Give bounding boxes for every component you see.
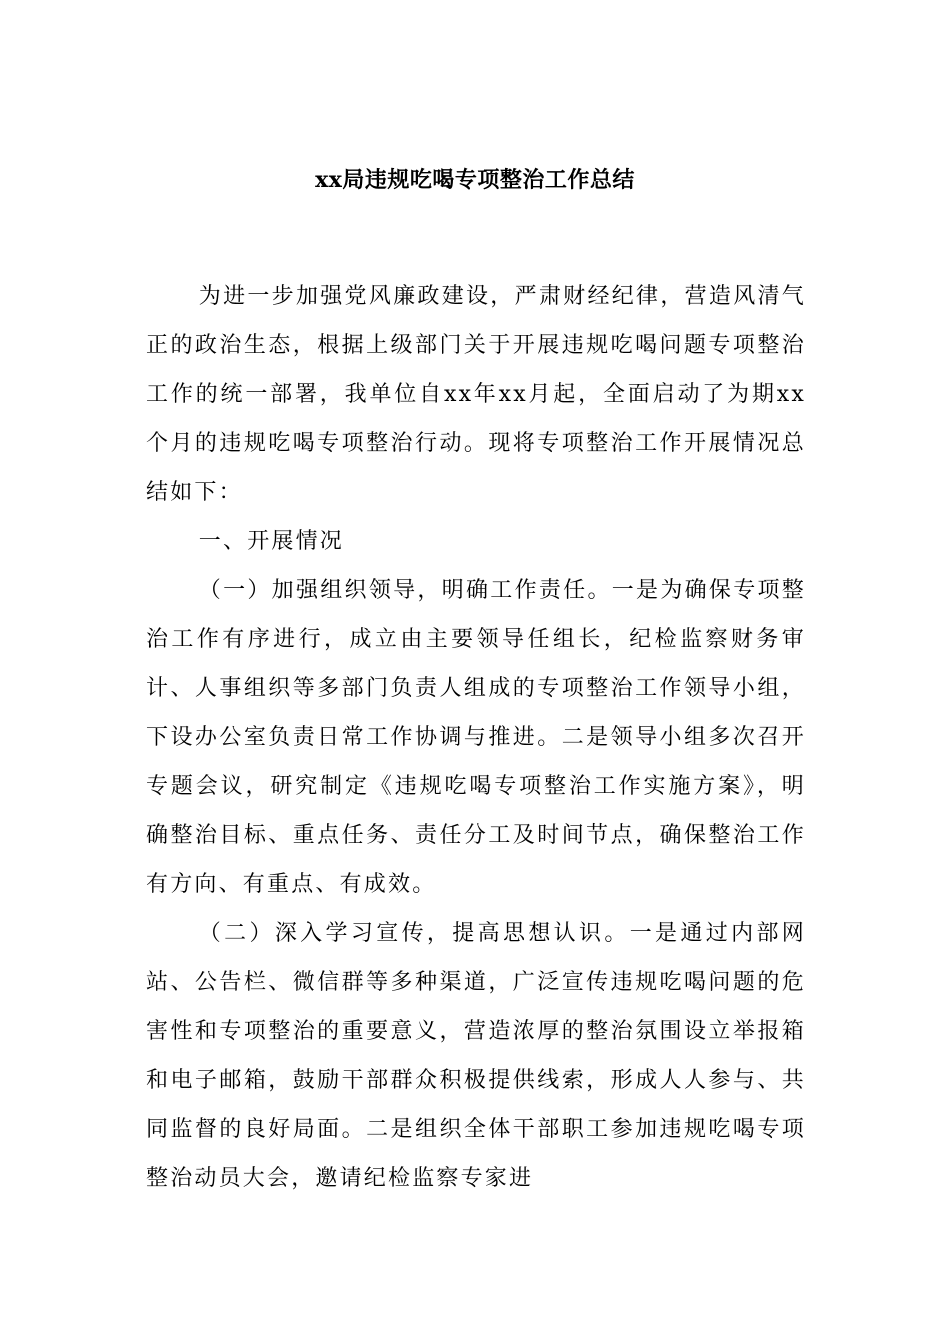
paragraph-organization: （一）加强组织领导，明确工作责任。一是为确保专项整治工作有序进行，成立由主要领导任组长，纪检监察财务审计、人事组织等多部门负责人组成的专项整治工作领导小组，下设办公室负责日常工作协调与推进。二是领导小组多次召开专题会议，研究制定《违规吃喝专项整治工作实施方案》，明确整治目标、重点任务、责任分工及时间节点，确保整治工作有方向、有重点、有成效。 xyxy=(146,578,806,897)
document-body xyxy=(146,272,806,1203)
paragraph-publicity: （二）深入学习宣传，提高思想认识。一是通过内部网站、公告栏、微信群等多种渠道，广泛宣传违规吃喝问题的危害性和专项整治的重要意义，营造浓厚的整治氛围设立举报箱和电子邮箱，鼓励干部群众积极提供线索，形成人人参与、共同监督的良好局面。二是组织全体干部职工参加违规吃喝专项整治动员大会，邀请纪检监察专家进 xyxy=(146,921,806,1191)
paragraph-intro: 为进一步加强党风廉政建设，严肃财经纪律，营造风清气正的政治生态，根据上级部门关于开展违规吃喝问题专项整治工作的统一部署，我单位自xx年xx月起，全面启动了为期xx个月的违规吃喝专项整治行动。现将专项整治工作开展情况总结如下： xyxy=(146,284,806,505)
document-title: xx局违规吃喝专项整治工作总结 xyxy=(315,167,635,193)
section-heading: 一、开展情况 xyxy=(198,529,344,554)
